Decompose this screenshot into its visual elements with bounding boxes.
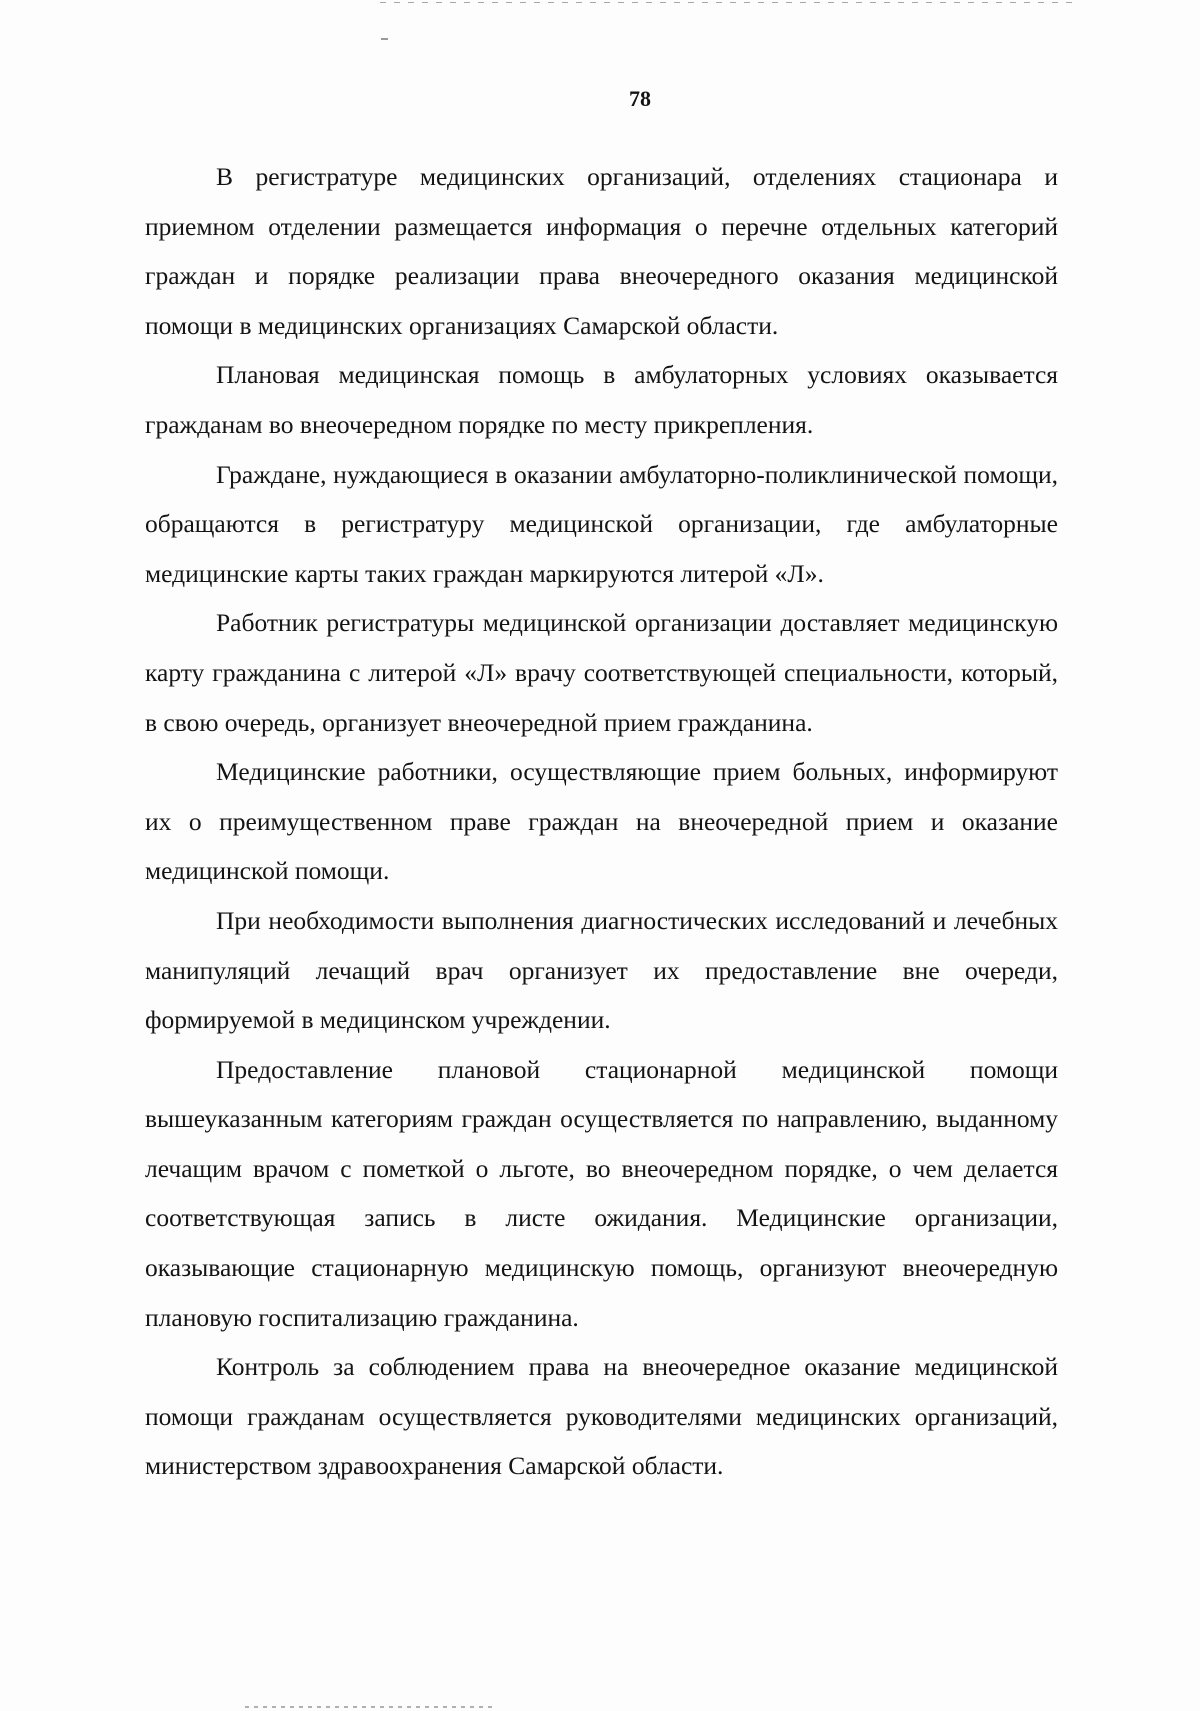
paragraph-7: Предоставление плановой стационарной медицинской помощи вышеуказанным категориям граждан осуществляется по направлению, выданному лечащим врачом с пометкой о льготе, во внеочередном порядке, о чем делается соответствующая запись в листе ожидания. Медицинские организации, оказывающие стационарную медицинскую помощь, организуют внеочередную плановую госпитализацию гражданина.	[145, 1054, 1058, 1332]
scan-artifact-bottom	[245, 1706, 495, 1708]
paragraph-6: При необходимости выполнения диагностических исследований и лечебных манипуляций лечащий врач организует их предоставление вне очереди, формируемой в медицинском учреждении.	[145, 905, 1058, 1035]
paragraph-2: Плановая медицинская помощь в амбулаторных условиях оказывается гражданам во внеочередном порядке по месту прикрепления.	[145, 360, 1058, 439]
body-text	[145, 152, 1058, 1491]
paragraph-4: Работник регистратуры медицинской организации доставляет медицинскую карту гражданина с литерой «Л» врачу соответствующей специальности, который, в свою очередь, организует внеочередной прием гражданина.	[145, 608, 1058, 737]
paragraph-3: Граждане, нуждающиеся в оказании амбулаторно-поликлинической помощи, обращаются в регистратуру медицинской организации, где амбулаторные медицинские карты таких граждан маркируются литерой «Л».	[145, 459, 1058, 588]
scan-artifact-dash	[381, 38, 388, 40]
paragraph-8: Контроль за соблюдением права на внеочередное оказание медицинской помощи гражданам осуществляется руководителями медицинских организаций, министерством здравоохранения Самарской области.	[145, 1352, 1058, 1481]
paragraph-1: В регистратуре медицинских организаций, отделениях стационара и приемном отделении размещается информация о перечне отдельных категорий граждан и порядке реализации права внеочередного оказания медицинской помощи в медицинских организациях Самарской области.	[145, 162, 1058, 340]
paragraph-5: Медицинские работники, осуществляющие прием больных, информируют их о преимущественном праве граждан на внеочередной прием и оказание медицинской помощи.	[145, 757, 1058, 886]
scan-artifact-top	[380, 2, 1080, 3]
page-number: 78	[629, 86, 651, 111]
